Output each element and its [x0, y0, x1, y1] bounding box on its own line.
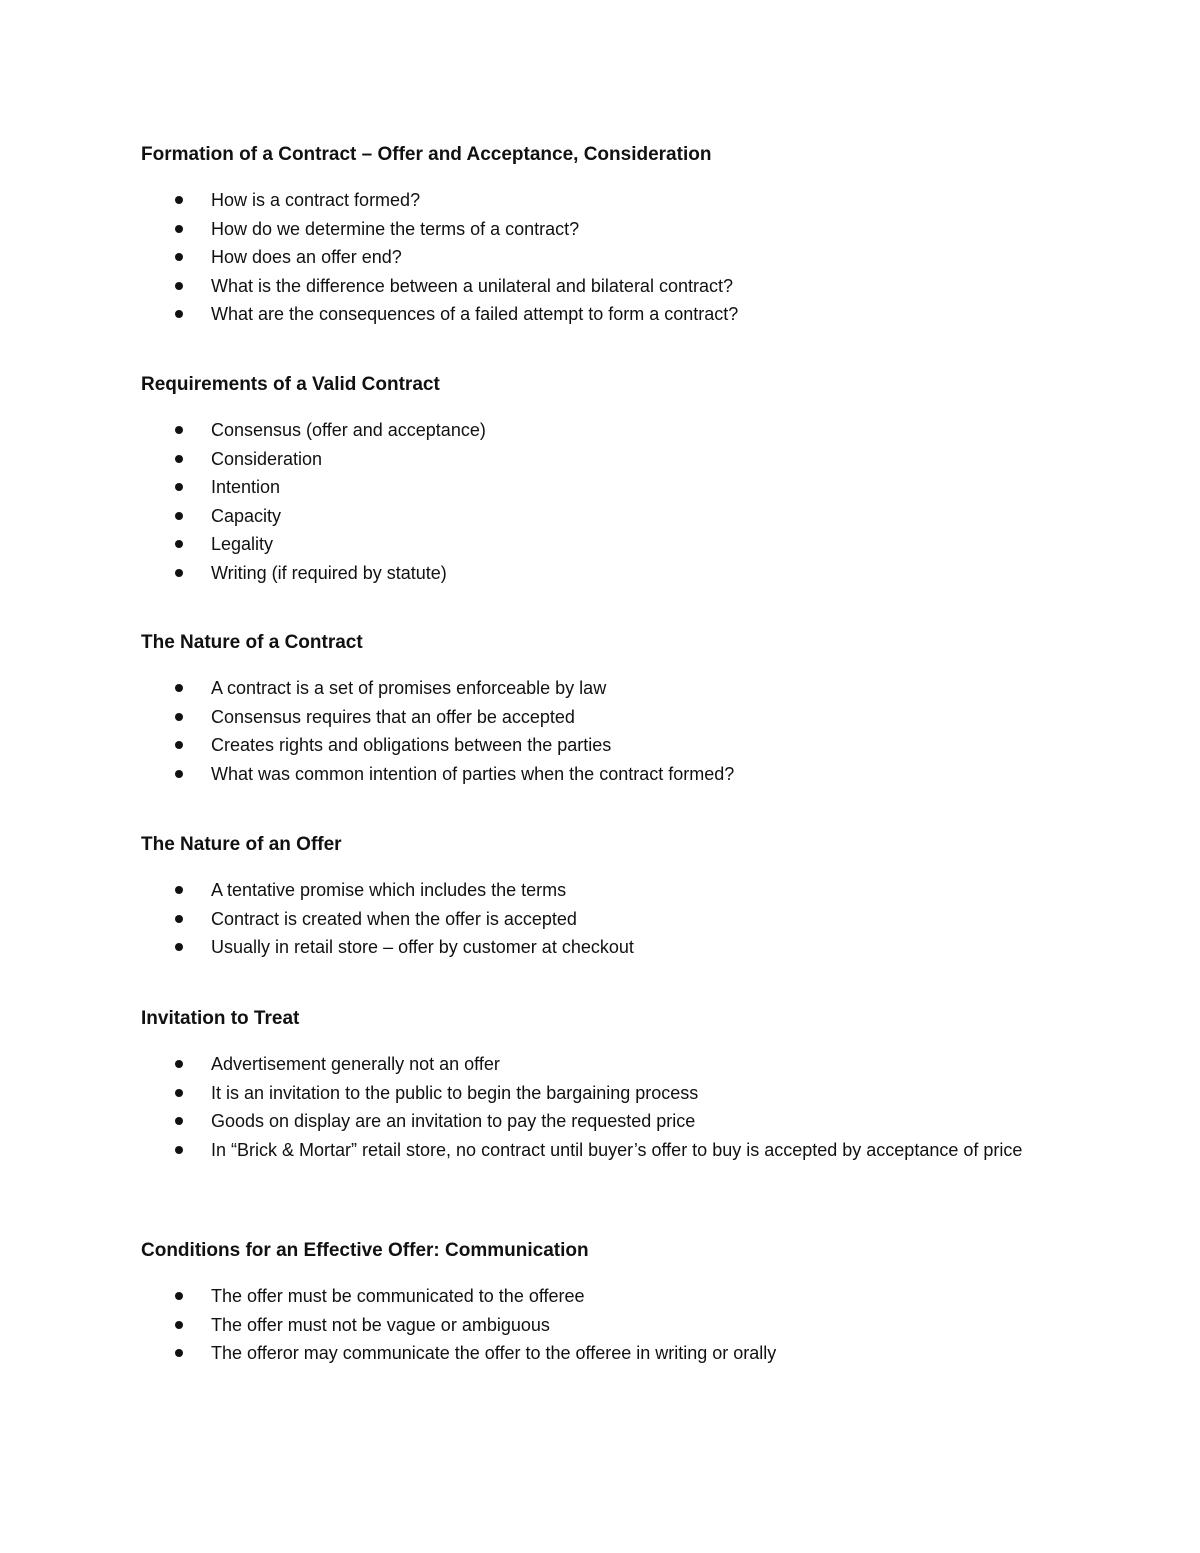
list-item — [141, 1050, 1061, 1079]
list-item — [141, 186, 1061, 215]
bullet-icon — [175, 282, 183, 290]
list-item-text: A tentative promise which includes the terms — [211, 880, 567, 900]
bullet-list — [141, 876, 1061, 962]
list-item-text: In “Brick & Mortar” retail store, no contract until buyer’s offer to buy is accepted by acceptance of price — [211, 1139, 1023, 1160]
list-item-text: How does an offer end? — [211, 247, 402, 267]
bullet-icon — [175, 943, 183, 951]
section-title: Conditions for an Effective Offer: Communication — [141, 1240, 589, 1261]
bullet-list — [141, 186, 1061, 329]
list-item-text: How is a contract formed? — [211, 190, 421, 210]
list-item-text: Writing (if required by statute) — [211, 562, 447, 583]
bullet-icon — [175, 1292, 183, 1300]
section-nature-of-contract — [141, 630, 1061, 788]
bullet-icon — [175, 455, 183, 463]
bullet-icon — [175, 741, 183, 749]
list-item — [141, 1282, 1061, 1311]
bullet-icon — [175, 713, 183, 721]
bullet-icon — [175, 225, 183, 233]
list-item-text: Contract is created when the offer is accepted — [211, 908, 577, 929]
bullet-icon — [175, 540, 183, 548]
bullet-icon — [175, 1117, 183, 1125]
bullet-icon — [175, 770, 183, 778]
list-item — [141, 445, 1061, 474]
list-item-text: Intention — [211, 477, 281, 497]
list-item — [141, 300, 1061, 329]
list-item-text: Legality — [211, 534, 274, 554]
list-item — [141, 1311, 1061, 1340]
list-item — [141, 876, 1061, 905]
section-title: The Nature of a Contract — [141, 632, 363, 653]
section-requirements-valid-contract — [141, 372, 1061, 587]
list-item-text: A contract is a set of promises enforceable by law — [211, 678, 607, 698]
list-item — [141, 703, 1061, 732]
list-item — [141, 674, 1061, 703]
list-item — [141, 760, 1061, 789]
list-item-text: Advertisement generally not an offer — [211, 1054, 500, 1074]
list-item-text: What is the difference between a unilateral and bilateral contract? — [211, 275, 733, 296]
list-item-text: How do we determine the terms of a contract? — [211, 218, 580, 239]
bullet-icon — [175, 512, 183, 520]
list-item — [141, 905, 1061, 934]
bullet-list — [141, 674, 1061, 788]
list-item — [141, 1107, 1061, 1136]
section-title: Invitation to Treat — [141, 1008, 300, 1029]
list-item — [141, 502, 1061, 531]
list-item — [141, 1136, 1061, 1165]
list-item-text: The offer must be communicated to the offeree — [211, 1286, 585, 1306]
list-item — [141, 530, 1061, 559]
list-item-text: Consensus requires that an offer be accepted — [211, 706, 575, 727]
section-title: Requirements of a Valid Contract — [141, 374, 440, 395]
list-item-text: What was common intention of parties when the contract formed? — [211, 763, 735, 784]
list-item — [141, 416, 1061, 445]
list-item-text: Creates rights and obligations between the parties — [211, 735, 612, 755]
bullet-icon — [175, 1349, 183, 1357]
bullet-icon — [175, 310, 183, 318]
section-formation-of-contract — [141, 142, 1061, 329]
list-item — [141, 473, 1061, 502]
list-item — [141, 559, 1061, 588]
list-item — [141, 933, 1061, 962]
bullet-icon — [175, 1321, 183, 1329]
list-item-text: Consensus (offer and acceptance) — [211, 420, 486, 440]
bullet-list — [141, 1050, 1061, 1164]
list-item — [141, 731, 1061, 760]
bullet-icon — [175, 684, 183, 692]
list-item-text: The offer must not be vague or ambiguous — [211, 1314, 550, 1335]
bullet-icon — [175, 1146, 183, 1154]
bullet-icon — [175, 1060, 183, 1068]
list-item — [141, 1079, 1061, 1108]
bullet-list — [141, 416, 1061, 587]
list-item-text: Usually in retail store – offer by customer at checkout — [211, 937, 634, 957]
list-item-text: What are the consequences of a failed attempt to form a contract? — [211, 304, 739, 324]
bullet-icon — [175, 196, 183, 204]
section-title: Formation of a Contract – Offer and Acceptance, Consideration — [141, 144, 712, 165]
section-effective-offer-communication — [141, 1238, 1061, 1368]
list-item — [141, 243, 1061, 272]
section-title: The Nature of an Offer — [141, 834, 342, 855]
bullet-icon — [175, 426, 183, 434]
section-invitation-to-treat — [141, 1006, 1061, 1164]
list-item-text: Capacity — [211, 505, 282, 526]
bullet-icon — [175, 569, 183, 577]
bullet-list — [141, 1282, 1061, 1368]
list-item — [141, 1339, 1061, 1368]
bullet-icon — [175, 886, 183, 894]
bullet-icon — [175, 1089, 183, 1097]
list-item — [141, 215, 1061, 244]
section-nature-of-offer — [141, 832, 1061, 962]
list-item — [141, 272, 1061, 301]
list-item-text: Goods on display are an invitation to pay the requested price — [211, 1111, 696, 1131]
list-item-text: The offeror may communicate the offer to the offeree in writing or orally — [211, 1343, 777, 1363]
list-item-text: Consideration — [211, 448, 323, 469]
bullet-icon — [175, 253, 183, 261]
bullet-icon — [175, 915, 183, 923]
bullet-icon — [175, 483, 183, 491]
list-item-text: It is an invitation to the public to begin the bargaining process — [211, 1082, 699, 1103]
